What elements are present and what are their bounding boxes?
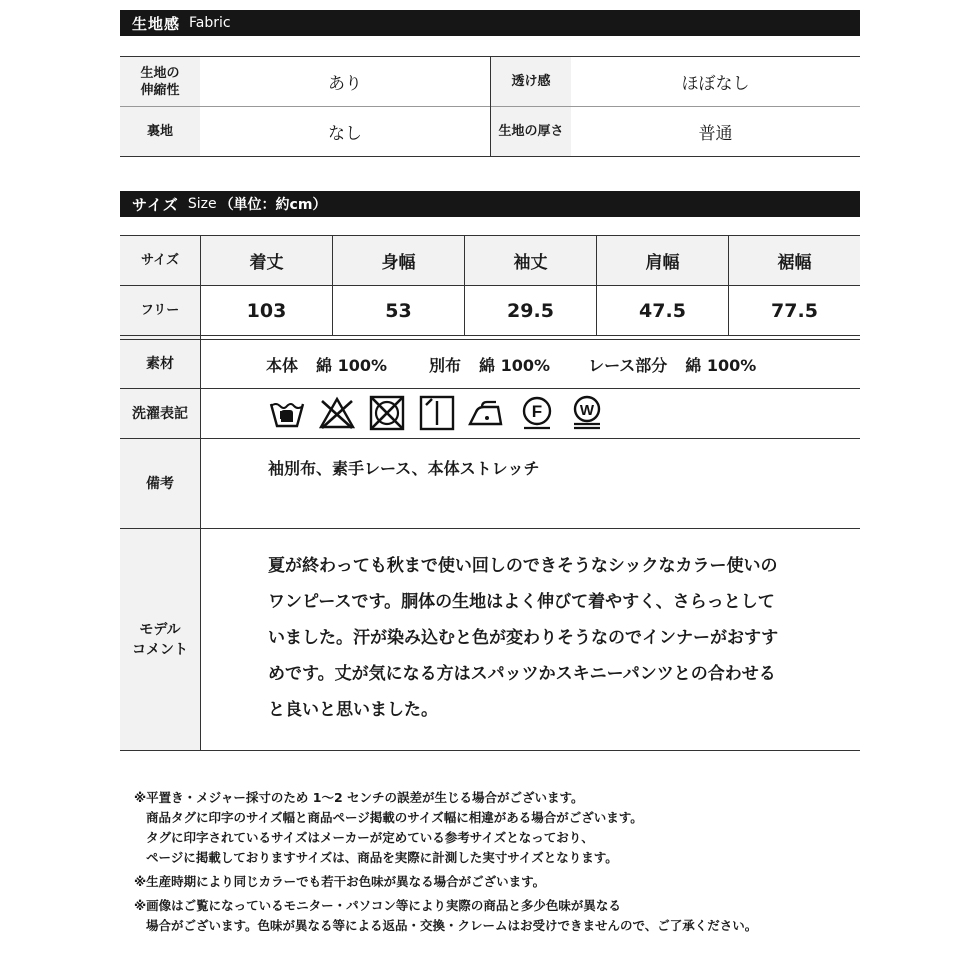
wet-clean-w-icon <box>568 395 606 431</box>
size-col-width: 身幅 <box>381 253 416 273</box>
material-value-sub: 綿 100% <box>479 355 551 375</box>
care-symbols <box>268 395 606 431</box>
fabric-thickness-label: 生地の厚さ <box>498 124 564 139</box>
drip-dry-icon <box>418 395 456 431</box>
fabric-title-jp: 生地感 <box>132 14 181 33</box>
size-row-label: フリー <box>140 303 180 318</box>
size-title-en: Size <box>187 196 217 212</box>
size-title-unit: （単位：約cm） <box>219 197 327 213</box>
note-line: ※生産時期により同じカラーでも若干お色味が異なる場合がございます。 <box>134 874 546 889</box>
model-comment-text: 夏が終わっても秋まで使い回しのできそうなシックなカラー使いの ワンピースです。胴体の生地はよく伸びて着やすく、さらっとして いました。汗が染み込むと色が変わりそうなのでインナーがおすす めです。丈が気になる方はスパッツかスキニーパンツとの合わせる と良いと思いました。 <box>268 556 779 720</box>
iron-low-icon <box>468 395 506 431</box>
size-value-sleeve: 29.5 <box>507 299 554 322</box>
fabric-sheerness-label: 透け感 <box>511 74 551 89</box>
fabric-stretch-label: 生地の 伸縮性 <box>140 65 180 98</box>
note-line: 商品タグに印字のサイズ幅と商品ページ掲載のサイズ幅に相違がある場合がございます。 <box>146 810 643 825</box>
size-value-hem: 77.5 <box>771 299 818 322</box>
remarks-label: 備考 <box>146 475 174 492</box>
note-line: ※画像はご覧になっているモニター・パソコン等により実際の商品と多少色味が異なる <box>134 898 621 913</box>
note-line: タグに印字されているサイズはメーカーが定めている参考サイズとなっており、 <box>146 830 594 845</box>
dry-clean-f-icon <box>518 395 556 431</box>
notes <box>134 788 757 936</box>
no-bleach-icon <box>318 395 356 431</box>
size-title-jp: サイズ <box>132 195 179 214</box>
size-value-width: 53 <box>385 299 412 322</box>
size-value-length: 103 <box>246 299 287 322</box>
size-col-shoulder: 肩幅 <box>645 253 680 273</box>
fabric-title-en: Fabric <box>189 15 231 31</box>
material-part-sub: 別布 <box>429 355 462 375</box>
size-section-header <box>120 191 860 217</box>
material-part-lace: レース部分 <box>588 355 668 375</box>
size-value-shoulder: 47.5 <box>639 299 686 322</box>
size-col-sleeve: 袖丈 <box>513 253 548 273</box>
remarks-text: 袖別布、素手レース、本体ストレッチ <box>268 459 540 478</box>
material-value-body: 綿 100% <box>316 355 388 375</box>
no-tumble-dry-icon <box>368 395 406 431</box>
size-col-hem: 裾幅 <box>777 253 812 273</box>
hand-wash-40-icon <box>268 395 306 431</box>
care-label: 洗濯表記 <box>132 405 188 422</box>
material-part-body: 本体 <box>266 355 299 375</box>
fabric-stretch-value: あり <box>328 74 362 94</box>
size-header-label: サイズ <box>141 253 179 268</box>
material-value-lace: 綿 100% <box>685 355 757 375</box>
note-line: 場合がございます。色味が異なる等による返品・交換・クレームはお受けできませんので、ご了承ください。 <box>146 918 758 933</box>
fabric-lining-value: なし <box>328 124 362 144</box>
fabric-thickness-value: 普通 <box>698 124 733 144</box>
fabric-section-header <box>120 10 860 36</box>
material-values <box>266 340 856 388</box>
model-comment-label: モデル コメント <box>132 621 188 658</box>
wet-clean-letter: W <box>579 402 595 419</box>
material-label: 素材 <box>146 356 174 372</box>
note-line: ※平置き・メジャー採寸のため 1〜2 センチの誤差が生じる場合がございます。 <box>134 790 584 805</box>
fabric-sheerness-value: ほぼなし <box>681 74 750 94</box>
fabric-lining-label: 裏地 <box>146 124 173 139</box>
size-col-length: 着丈 <box>249 253 284 273</box>
dry-clean-letter: F <box>531 402 543 421</box>
note-line: ページに掲載しておりますサイズは、商品を実際に計測した実寸サイズとなります。 <box>146 850 618 865</box>
